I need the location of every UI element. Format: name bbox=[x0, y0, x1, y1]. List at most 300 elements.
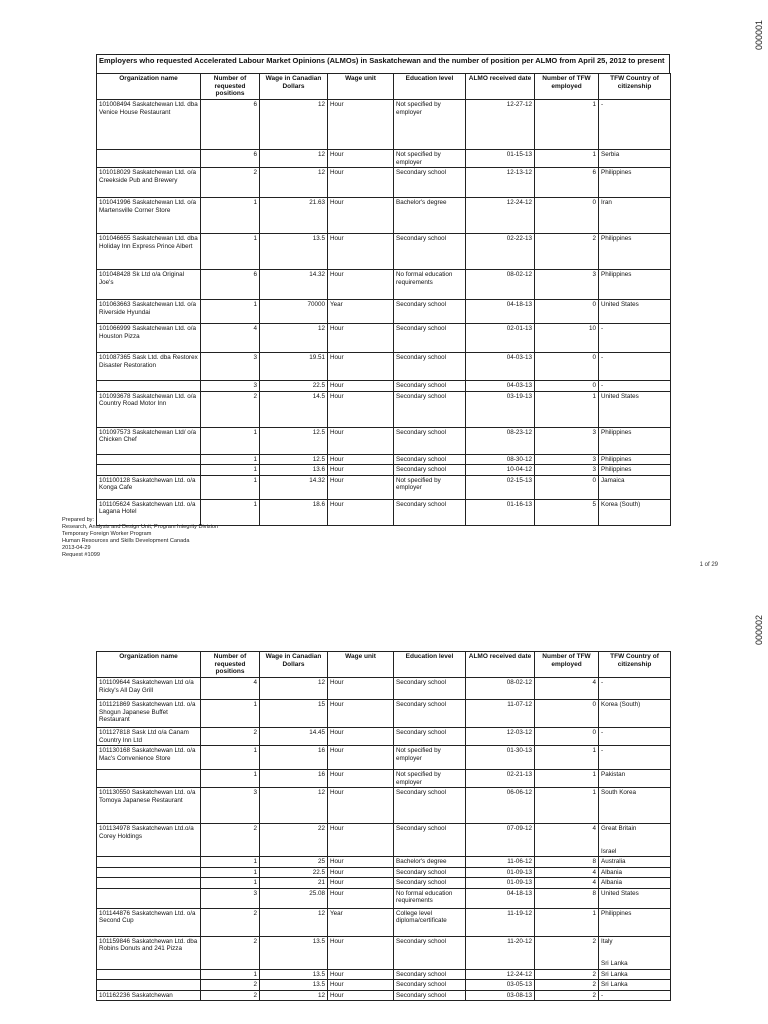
table-row bbox=[97, 969, 671, 980]
requested-positions-cell: 1 bbox=[201, 746, 260, 770]
table-row bbox=[97, 300, 671, 324]
tfw-employed-cell: 0 bbox=[535, 353, 599, 381]
wage-unit-cell: Hour bbox=[328, 878, 394, 889]
country-cell: Philippines bbox=[599, 168, 671, 198]
table-row bbox=[97, 788, 671, 824]
tfw-employed-cell: 0 bbox=[535, 198, 599, 234]
country-cell: Australia bbox=[599, 857, 671, 868]
header-tfw-employed: Number of TFW employed bbox=[535, 74, 599, 100]
country-cell: Sri Lanka bbox=[599, 980, 671, 991]
wage-unit-cell: Hour bbox=[328, 465, 394, 476]
wage-unit-cell: Hour bbox=[328, 454, 394, 465]
almo-date-cell: 11-06-12 bbox=[466, 857, 535, 868]
almo-date-cell: 11-20-12 bbox=[466, 936, 535, 969]
country-cell: Philippines bbox=[599, 454, 671, 465]
country-cell: - bbox=[599, 746, 671, 770]
requested-positions-cell: 2 bbox=[201, 391, 260, 427]
table-row bbox=[97, 270, 671, 300]
requested-positions-cell: 3 bbox=[201, 788, 260, 824]
table-row bbox=[97, 391, 671, 427]
wage-unit-cell: Hour bbox=[328, 857, 394, 868]
country-cell: - bbox=[599, 324, 671, 353]
table-header-row bbox=[97, 74, 671, 100]
tfw-employed-cell: 1 bbox=[535, 150, 599, 168]
education-cell: Not specified by employer bbox=[394, 150, 466, 168]
education-cell: Bachelor's degree bbox=[394, 198, 466, 234]
wage-cell: 13.6 bbox=[260, 465, 328, 476]
tfw-employed-cell: 2 bbox=[535, 969, 599, 980]
country-cell: United States bbox=[599, 300, 671, 324]
table-row bbox=[97, 700, 671, 728]
table-row bbox=[97, 198, 671, 234]
organization-cell: 101087365 Sask Ltd. dba Restorex Disaster Restoration bbox=[97, 353, 201, 381]
wage-cell: 15 bbox=[260, 700, 328, 728]
header-wage: Wage in Canadian Dollars bbox=[260, 74, 328, 100]
wage-cell: 16 bbox=[260, 770, 328, 788]
requested-positions-cell: 6 bbox=[201, 270, 260, 300]
almo-date-cell: 01-15-13 bbox=[466, 150, 535, 168]
almo-date-cell: 02-22-13 bbox=[466, 234, 535, 270]
table-row bbox=[97, 150, 671, 168]
wage-cell: 14.32 bbox=[260, 270, 328, 300]
prepared-line: Temporary Foreign Worker Program bbox=[62, 531, 152, 537]
organization-cell bbox=[97, 770, 201, 788]
education-cell: Secondary school bbox=[394, 499, 466, 525]
tfw-employed-cell: 10 bbox=[535, 324, 599, 353]
organization-cell bbox=[97, 878, 201, 889]
tfw-employed-cell: 3 bbox=[535, 454, 599, 465]
almo-date-cell: 06-06-12 bbox=[466, 788, 535, 824]
wage-unit-cell: Hour bbox=[328, 198, 394, 234]
header-wage-unit: Wage unit bbox=[328, 652, 394, 678]
tfw-employed-cell: 3 bbox=[535, 270, 599, 300]
country-cell: United States bbox=[599, 391, 671, 427]
table-row bbox=[97, 867, 671, 878]
requested-positions-cell: 2 bbox=[201, 824, 260, 857]
almo-date-cell: 10-04-12 bbox=[466, 465, 535, 476]
table-row bbox=[97, 990, 671, 1001]
education-cell: Secondary school bbox=[394, 324, 466, 353]
wage-cell: 25.08 bbox=[260, 888, 328, 908]
country-cell: United States bbox=[599, 888, 671, 908]
wage-cell: 12 bbox=[260, 150, 328, 168]
wage-cell: 12 bbox=[260, 324, 328, 353]
header-requested-positions: Number of requested positions bbox=[201, 74, 260, 100]
table-row bbox=[97, 381, 671, 392]
wage-unit-cell: Hour bbox=[328, 728, 394, 746]
organization-cell: 101162236 Saskatchewan bbox=[97, 990, 201, 1001]
table-row bbox=[97, 746, 671, 770]
prepared-line: Research, Analysis and Design Unit, Program Integrity Division bbox=[62, 524, 219, 530]
organization-cell bbox=[97, 857, 201, 868]
table-row bbox=[97, 427, 671, 454]
requested-positions-cell: 1 bbox=[201, 499, 260, 525]
requested-positions-cell: 2 bbox=[201, 936, 260, 969]
almo-date-cell: 04-03-13 bbox=[466, 353, 535, 381]
wage-cell: 19.51 bbox=[260, 353, 328, 381]
organization-cell bbox=[97, 867, 201, 878]
wage-cell: 12 bbox=[260, 908, 328, 936]
header-education-level: Education level bbox=[394, 652, 466, 678]
almo-date-cell: 01-30-13 bbox=[466, 746, 535, 770]
almo-date-cell: 11-19-12 bbox=[466, 908, 535, 936]
almo-date-cell: 12-13-12 bbox=[466, 168, 535, 198]
wage-cell: 12.5 bbox=[260, 427, 328, 454]
country-cell: - bbox=[599, 728, 671, 746]
wage-cell: 22.5 bbox=[260, 867, 328, 878]
header-tfw-employed: Number of TFW employed bbox=[535, 652, 599, 678]
tfw-employed-cell: 2 bbox=[535, 990, 599, 1001]
header-organization-name: Organization name bbox=[97, 652, 201, 678]
education-cell: Secondary school bbox=[394, 234, 466, 270]
organization-cell: 101046655 Saskatchewan Ltd. dba Holiday Inn Express Prince Albert bbox=[97, 234, 201, 270]
organization-cell: 101130168 Saskatchewan Ltd. o/a Mac's Convenience Store bbox=[97, 746, 201, 770]
organization-cell: 101130550 Saskatchewan Ltd. o/a Tomoya Japanese Restaurant bbox=[97, 788, 201, 824]
almo-date-cell: 02-15-13 bbox=[466, 475, 535, 499]
wage-unit-cell: Hour bbox=[328, 270, 394, 300]
requested-positions-cell: 1 bbox=[201, 454, 260, 465]
almo-date-cell: 07-09-12 bbox=[466, 824, 535, 857]
country-cell: Albania bbox=[599, 878, 671, 889]
table-row bbox=[97, 678, 671, 700]
header-almo-date: ALMO received date bbox=[466, 652, 535, 678]
wage-unit-cell: Hour bbox=[328, 770, 394, 788]
education-cell: Secondary school bbox=[394, 936, 466, 969]
organization-cell: 101008494 Saskatchewan Ltd. dba Venice House Restaurant bbox=[97, 100, 201, 150]
table-row bbox=[97, 234, 671, 270]
prepared-line: Prepared by: bbox=[62, 517, 95, 523]
table-row bbox=[97, 454, 671, 465]
wage-cell: 12 bbox=[260, 168, 328, 198]
almo-date-cell: 04-03-13 bbox=[466, 381, 535, 392]
table-header-row bbox=[97, 652, 671, 678]
almo-table-page-1 bbox=[96, 73, 671, 526]
organization-cell: 101121869 Saskatchewan Ltd. o/a Shogun Japanese Buffet Restaurant bbox=[97, 700, 201, 728]
country-cell: Albania bbox=[599, 867, 671, 878]
tfw-employed-cell: 4 bbox=[535, 878, 599, 889]
wage-unit-cell: Hour bbox=[328, 867, 394, 878]
organization-cell bbox=[97, 969, 201, 980]
wage-unit-cell: Hour bbox=[328, 391, 394, 427]
table-row bbox=[97, 168, 671, 198]
wage-cell: 12 bbox=[260, 990, 328, 1001]
requested-positions-cell: 1 bbox=[201, 475, 260, 499]
country-cell: - bbox=[599, 381, 671, 392]
education-cell: Secondary school bbox=[394, 728, 466, 746]
wage-unit-cell: Hour bbox=[328, 150, 394, 168]
wage-cell: 13.5 bbox=[260, 936, 328, 969]
table-row bbox=[97, 908, 671, 936]
page-side-number: 000002 bbox=[754, 615, 764, 646]
requested-positions-cell: 6 bbox=[201, 100, 260, 150]
requested-positions-cell: 2 bbox=[201, 168, 260, 198]
requested-positions-cell: 1 bbox=[201, 465, 260, 476]
wage-unit-cell: Hour bbox=[328, 168, 394, 198]
requested-positions-cell: 3 bbox=[201, 888, 260, 908]
tfw-employed-cell: 3 bbox=[535, 427, 599, 454]
organization-cell bbox=[97, 465, 201, 476]
tfw-employed-cell: 1 bbox=[535, 770, 599, 788]
requested-positions-cell: 1 bbox=[201, 427, 260, 454]
almo-date-cell: 03-08-13 bbox=[466, 990, 535, 1001]
almo-date-cell: 08-23-12 bbox=[466, 427, 535, 454]
almo-date-cell: 11-07-12 bbox=[466, 700, 535, 728]
education-cell: Secondary school bbox=[394, 867, 466, 878]
education-cell: Secondary school bbox=[394, 824, 466, 857]
wage-unit-cell: Hour bbox=[328, 475, 394, 499]
organization-cell bbox=[97, 888, 201, 908]
almo-date-cell: 12-24-12 bbox=[466, 198, 535, 234]
organization-cell: 101018029 Saskatchewan Ltd. o/a Creekside Pub and Brewery bbox=[97, 168, 201, 198]
education-cell: Secondary school bbox=[394, 353, 466, 381]
table-row bbox=[97, 353, 671, 381]
country-cell: Philippines bbox=[599, 908, 671, 936]
table-row bbox=[97, 465, 671, 476]
education-cell: Secondary school bbox=[394, 788, 466, 824]
wage-cell: 12 bbox=[260, 100, 328, 150]
education-cell: Secondary school bbox=[394, 300, 466, 324]
header-requested-positions: Number of requested positions bbox=[201, 652, 260, 678]
wage-cell: 22.5 bbox=[260, 381, 328, 392]
education-cell: Secondary school bbox=[394, 391, 466, 427]
organization-cell: 101134978 Saskatchewan Ltd.o/a Corey Holdings bbox=[97, 824, 201, 857]
table-row bbox=[97, 475, 671, 499]
organization-cell: 101093678 Saskatchewan Ltd. o/a Country Road Motor Inn bbox=[97, 391, 201, 427]
almo-date-cell: 04-18-13 bbox=[466, 300, 535, 324]
almo-date-cell: 02-21-13 bbox=[466, 770, 535, 788]
requested-positions-cell: 2 bbox=[201, 980, 260, 991]
tfw-employed-cell: 1 bbox=[535, 100, 599, 150]
organization-cell: 101144876 Saskatchewan Ltd. o/a Second Cup bbox=[97, 908, 201, 936]
country-cell: Jamaica bbox=[599, 475, 671, 499]
wage-cell: 14.32 bbox=[260, 475, 328, 499]
wage-unit-cell: Hour bbox=[328, 381, 394, 392]
page-side-number: 000001 bbox=[754, 20, 764, 51]
country-cell: Pakistan bbox=[599, 770, 671, 788]
country-cell: Sri Lanka bbox=[599, 969, 671, 980]
tfw-employed-cell: 8 bbox=[535, 888, 599, 908]
header-tfw-country: TFW Country of citizenship bbox=[599, 74, 671, 100]
education-cell: No formal education requirements bbox=[394, 888, 466, 908]
tfw-employed-cell: 1 bbox=[535, 746, 599, 770]
wage-cell: 13.5 bbox=[260, 969, 328, 980]
requested-positions-cell: 4 bbox=[201, 678, 260, 700]
requested-positions-cell: 1 bbox=[201, 234, 260, 270]
almo-date-cell: 03-05-13 bbox=[466, 980, 535, 991]
requested-positions-cell: 2 bbox=[201, 990, 260, 1001]
requested-positions-cell: 3 bbox=[201, 381, 260, 392]
tfw-employed-cell: 8 bbox=[535, 857, 599, 868]
wage-unit-cell: Hour bbox=[328, 324, 394, 353]
country-cell: Korea (South) bbox=[599, 499, 671, 525]
education-cell: Secondary school bbox=[394, 168, 466, 198]
almo-date-cell: 03-19-13 bbox=[466, 391, 535, 427]
country-cell: - bbox=[599, 353, 671, 381]
wage-cell: 12 bbox=[260, 788, 328, 824]
requested-positions-cell: 1 bbox=[201, 857, 260, 868]
education-cell: No formal education requirements bbox=[394, 270, 466, 300]
organization-cell: 101105624 Saskatchewan Ltd. o/a Lagana Hotel bbox=[97, 499, 201, 525]
wage-unit-cell: Hour bbox=[328, 980, 394, 991]
table-row bbox=[97, 857, 671, 868]
country-cell: Italy Sri Lanka bbox=[599, 936, 671, 969]
country-cell: Korea (South) bbox=[599, 700, 671, 728]
requested-positions-cell: 2 bbox=[201, 908, 260, 936]
wage-unit-cell: Hour bbox=[328, 427, 394, 454]
education-cell: Secondary school bbox=[394, 700, 466, 728]
education-cell: Secondary school bbox=[394, 980, 466, 991]
wage-unit-cell: Hour bbox=[328, 499, 394, 525]
prepared-line: 2013-04-29 bbox=[62, 545, 91, 551]
table-body-page-1 bbox=[97, 100, 671, 526]
tfw-employed-cell: 0 bbox=[535, 381, 599, 392]
wage-cell: 14.5 bbox=[260, 391, 328, 427]
tfw-employed-cell: 4 bbox=[535, 678, 599, 700]
requested-positions-cell: 1 bbox=[201, 300, 260, 324]
education-cell: Bachelor's degree bbox=[394, 857, 466, 868]
table-row bbox=[97, 936, 671, 969]
table-row bbox=[97, 728, 671, 746]
table-row bbox=[97, 980, 671, 991]
header-organization-name: Organization name bbox=[97, 74, 201, 100]
wage-cell: 13.5 bbox=[260, 980, 328, 991]
almo-date-cell: 01-09-13 bbox=[466, 878, 535, 889]
table-row bbox=[97, 878, 671, 889]
country-cell: Philippines bbox=[599, 465, 671, 476]
header-tfw-country: TFW Country of citizenship bbox=[599, 652, 671, 678]
wage-cell: 13.5 bbox=[260, 234, 328, 270]
country-cell: - bbox=[599, 990, 671, 1001]
wage-cell: 14.45 bbox=[260, 728, 328, 746]
wage-unit-cell: Hour bbox=[328, 353, 394, 381]
education-cell: Secondary school bbox=[394, 381, 466, 392]
wage-cell: 70000 bbox=[260, 300, 328, 324]
header-wage: Wage in Canadian Dollars bbox=[260, 652, 328, 678]
tfw-employed-cell: 2 bbox=[535, 936, 599, 969]
organization-cell: 101159846 Saskatchewan Ltd. dba Robins Donuts and 241 Pizza bbox=[97, 936, 201, 969]
wage-unit-cell: Year bbox=[328, 908, 394, 936]
tfw-employed-cell: 0 bbox=[535, 300, 599, 324]
organization-cell: 101041996 Saskatchewan Ltd. o/a Martensville Corner Store bbox=[97, 198, 201, 234]
wage-unit-cell: Hour bbox=[328, 936, 394, 969]
wage-unit-cell: Hour bbox=[328, 990, 394, 1001]
requested-positions-cell: 1 bbox=[201, 770, 260, 788]
wage-unit-cell: Year bbox=[328, 300, 394, 324]
education-cell: Not specified by employer bbox=[394, 746, 466, 770]
table-row bbox=[97, 888, 671, 908]
education-cell: Secondary school bbox=[394, 465, 466, 476]
education-cell: Secondary school bbox=[394, 678, 466, 700]
country-cell: Philippines bbox=[599, 270, 671, 300]
country-cell: Philippines bbox=[599, 234, 671, 270]
almo-date-cell: 08-02-12 bbox=[466, 270, 535, 300]
education-cell: Not specified by employer bbox=[394, 475, 466, 499]
almo-date-cell: 01-09-13 bbox=[466, 867, 535, 878]
header-almo-date: ALMO received date bbox=[466, 74, 535, 100]
country-cell: - bbox=[599, 100, 671, 150]
wage-unit-cell: Hour bbox=[328, 746, 394, 770]
document-page-2 bbox=[0, 585, 768, 1024]
country-cell: Great Britain Israel bbox=[599, 824, 671, 857]
education-cell: Secondary school bbox=[394, 454, 466, 465]
organization-cell bbox=[97, 150, 201, 168]
wage-unit-cell: Hour bbox=[328, 788, 394, 824]
prepared-line: Human Resources and Skills Development Canada bbox=[62, 538, 190, 544]
report-title: Employers who requested Accelerated Labour Market Opinions (ALMOs) in Saskatchewan and the number of position per ALMO from April 25, 2012 to present bbox=[96, 54, 670, 73]
country-cell: - bbox=[599, 678, 671, 700]
organization-cell: 101063663 Saskatchewan Ltd. o/a Riverside Hyundai bbox=[97, 300, 201, 324]
country-cell: Iran bbox=[599, 198, 671, 234]
requested-positions-cell: 1 bbox=[201, 878, 260, 889]
table-body-page-2 bbox=[97, 678, 671, 1001]
almo-date-cell: 04-18-13 bbox=[466, 888, 535, 908]
almo-date-cell: 12-27-12 bbox=[466, 100, 535, 150]
education-cell: Secondary school bbox=[394, 969, 466, 980]
tfw-employed-cell: 0 bbox=[535, 728, 599, 746]
table-row bbox=[97, 824, 671, 857]
requested-positions-cell: 3 bbox=[201, 353, 260, 381]
organization-cell: 101109644 Saskatchewan Ltd o/a Ricky's All Day Grill bbox=[97, 678, 201, 700]
organization-cell: 101048428 Sk Ltd o/a Original Joe's bbox=[97, 270, 201, 300]
organization-cell bbox=[97, 381, 201, 392]
tfw-employed-cell: 6 bbox=[535, 168, 599, 198]
wage-unit-cell: Hour bbox=[328, 678, 394, 700]
wage-cell: 21.63 bbox=[260, 198, 328, 234]
tfw-employed-cell: 1 bbox=[535, 908, 599, 936]
education-cell: Not specified by employer bbox=[394, 770, 466, 788]
requested-positions-cell: 6 bbox=[201, 150, 260, 168]
wage-unit-cell: Hour bbox=[328, 824, 394, 857]
prepared-line: Request #1099 bbox=[62, 552, 100, 558]
almo-date-cell: 08-30-12 bbox=[466, 454, 535, 465]
almo-date-cell: 01-16-13 bbox=[466, 499, 535, 525]
header-education-level: Education level bbox=[394, 74, 466, 100]
education-cell: College level diploma/certificate bbox=[394, 908, 466, 936]
header-wage-unit: Wage unit bbox=[328, 74, 394, 100]
wage-cell: 22 bbox=[260, 824, 328, 857]
tfw-employed-cell: 5 bbox=[535, 499, 599, 525]
wage-unit-cell: Hour bbox=[328, 234, 394, 270]
wage-unit-cell: Hour bbox=[328, 888, 394, 908]
country-cell: Philippines bbox=[599, 427, 671, 454]
tfw-employed-cell: 1 bbox=[535, 788, 599, 824]
wage-cell: 25 bbox=[260, 857, 328, 868]
wage-cell: 18.6 bbox=[260, 499, 328, 525]
country-cell: South Korea bbox=[599, 788, 671, 824]
tfw-employed-cell: 4 bbox=[535, 867, 599, 878]
requested-positions-cell: 1 bbox=[201, 969, 260, 980]
education-cell: Secondary school bbox=[394, 427, 466, 454]
prepared-by-note bbox=[62, 517, 218, 559]
almo-date-cell: 12-03-12 bbox=[466, 728, 535, 746]
wage-cell: 21 bbox=[260, 878, 328, 889]
almo-date-cell: 02-01-13 bbox=[466, 324, 535, 353]
wage-unit-cell: Hour bbox=[328, 969, 394, 980]
table-row bbox=[97, 324, 671, 353]
organization-cell: 101066999 Saskatchewan Ltd. o/a Houston Pizza bbox=[97, 324, 201, 353]
tfw-employed-cell: 1 bbox=[535, 391, 599, 427]
tfw-employed-cell: 3 bbox=[535, 465, 599, 476]
wage-unit-cell: Hour bbox=[328, 700, 394, 728]
requested-positions-cell: 1 bbox=[201, 700, 260, 728]
tfw-employed-cell: 0 bbox=[535, 475, 599, 499]
almo-table-page-2 bbox=[96, 651, 671, 1001]
wage-cell: 12.5 bbox=[260, 454, 328, 465]
almo-date-cell: 08-02-12 bbox=[466, 678, 535, 700]
education-cell: Not specified by employer bbox=[394, 100, 466, 150]
organization-cell: 101100128 Saskatchewan Ltd. o/a Konga Cafe bbox=[97, 475, 201, 499]
table-row bbox=[97, 100, 671, 150]
